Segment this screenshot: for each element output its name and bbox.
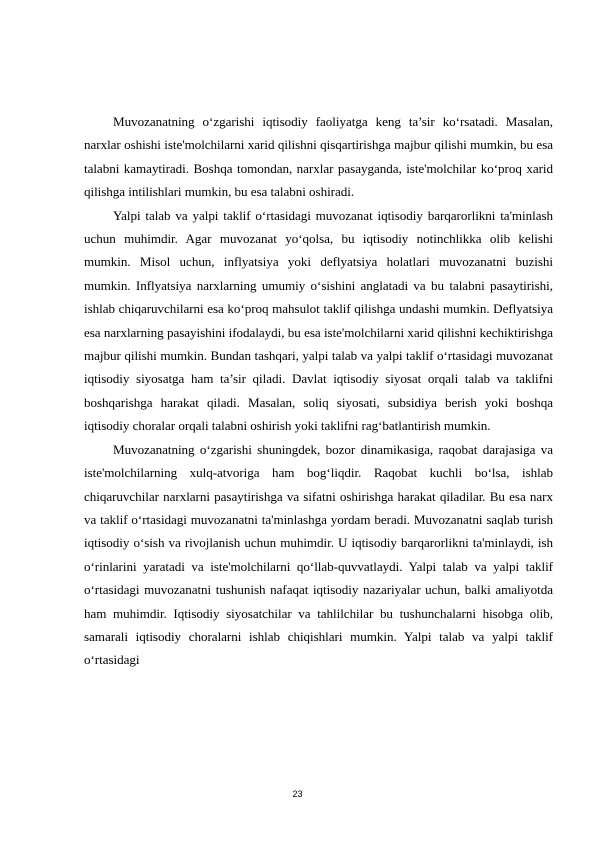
paragraph-3: Muvozanatning o‘zgarishi shuningdek, bozor dinamikasiga, raqobat darajasiga va iste'molchilarning xulq-atvoriga ham bog‘liqdir. Raqobat kuchli bo‘lsa, ishlab chiqaruvchilar narxlarni pasaytirishga va sifatni oshirishga harakat qiladilar. Bu esa narx va taklif o‘rtasidagi muvozanatni ta'minlashga yordam beradi. Muvozanatni saqlab turish iqtisodiy o‘sish va rivojlanish uchun muhimdir. U iqtisodiy barqarorlikni ta'minlaydi, ish o‘rinlarini yaratadi va iste'molchilarni qo‘llab-quvvatlaydi. Yalpi talab va yalpi taklif o‘rtasidagi muvozanatni tushunish nafaqat iqtisodiy nazariyalar uchun, balki amaliyotda ham muhimdir. Iqtisodiy siyosatchilar va tahlilchilar bu tushunchalarni hisobga olib, samarali iqtisodiy choralarni ishlab chiqishlari mumkin. Yalpi talab va yalpi taklif o‘rtasidagi [84, 441, 553, 668]
page-number: 23 [292, 789, 303, 799]
body-text [84, 110, 553, 672]
paragraph-1: Muvozanatning o‘zgarishi iqtisodiy faoliyatga keng ta’sir ko‘rsatadi. Masalan, narxlar oshishi iste'molchilarni xarid qilishni qisqartirishga majbur qilishi mumkin, bu esa talabni kamaytiradi. Boshqa tomondan, narxlar pasayganda, iste'molchilar ko‘proq xarid qilishga intilishlari mumkin, bu esa talabni oshiradi. [84, 114, 553, 200]
paragraph-2: Yalpi talab va yalpi taklif o‘rtasidagi muvozanat iqtisodiy barqarorlikni ta'minlash uchun muhimdir. Agar muvozanat yo‘qolsa, bu iqtisodiy notinchlikka olib kelishi mumkin. Misol uchun, inflyatsiya yoki deflyatsiya holatlari muvozanatni buzishi mumkin. Inflyatsiya narxlarning umumiy o‘sishini anglatadi va bu talabni pasaytirishi, ishlab chiqaruvchilarni esa ko‘proq mahsulot taklif qilishga undashi mumkin. Deflyatsiya esa narxlarning pasayishini ifodalaydi, bu esa iste'molchilarni xarid qilishni kechiktirishga majbur qilishi mumkin. Bundan tashqari, yalpi talab va yalpi taklif o‘rtasidagi muvozanat iqtisodiy siyosatga ham ta’sir qiladi. Davlat iqtisodiy siyosat orqali talab va taklifni boshqarishga harakat qiladi. Masalan, soliq siyosati, subsidiya berish yoki boshqa iqtisodiy choralar orqali talabni oshirish yoki taklifni rag‘batlantirish mumkin. [84, 207, 553, 434]
